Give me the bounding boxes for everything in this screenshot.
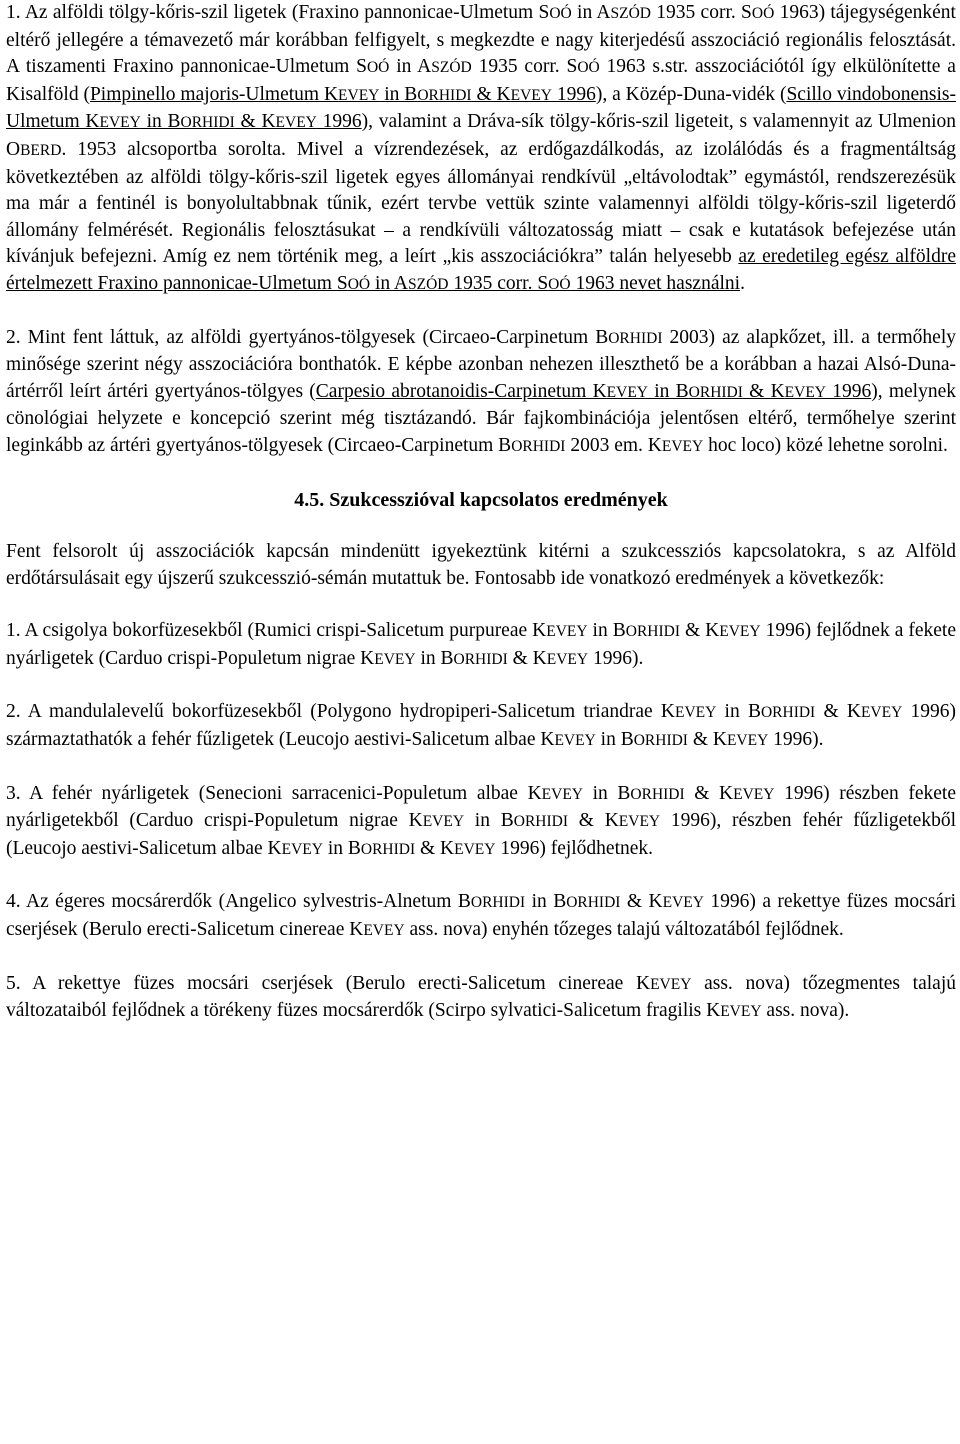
text-run: EVEY (784, 383, 826, 401)
text-run: & K (471, 83, 511, 105)
list-item-3 (6, 781, 956, 864)
text-run: ORHIDI (417, 86, 472, 104)
text-run: ass. nova) enyhén tőzeges talajú változatából fejlődnek. (404, 919, 844, 941)
text-run: EVEY (726, 732, 769, 750)
paragraph-2 (6, 325, 956, 461)
paragraph-1 (6, 0, 956, 299)
text-run: in B (525, 891, 567, 913)
text-run: 2003 em. K (565, 434, 662, 456)
intro-paragraph: Fent felsorolt új asszociációk kapcsán mindenütt igyekeztünk kitérni a szukcessziós kapcsolatokra, s az Alföld erdőtársulásait egy újszerű szukcesszió-sémán mutattuk be. Fontosabb ide vonatkozó eredmények a következők: (6, 541, 956, 589)
text-run: EVEY (363, 922, 405, 940)
text-run: in A (370, 272, 409, 294)
text-run: ass. nova). (761, 1000, 850, 1022)
text-run: ORHIDI (625, 623, 680, 641)
text-run: ORHIDI (630, 785, 685, 803)
text-run: EVEY (510, 86, 552, 104)
text-run: OÓ (751, 5, 775, 22)
text-run: OÓ (366, 59, 390, 77)
text-run: 1. Az alföldi tölgy-kőris-szil ligetek (Fraxino pannonicae-Ulmetum S (6, 2, 550, 23)
text-run: ORHIDI (688, 383, 743, 401)
text-run: ORHIDI (180, 114, 235, 132)
section-heading: 4.5. Szukcesszióval kapcsolatos eredmények (294, 488, 668, 511)
text-run: & K (680, 620, 720, 642)
text-run: EVEY (860, 704, 903, 722)
text-run: EVEY (338, 86, 380, 104)
list-item-4 (6, 889, 956, 944)
text-run: ORHIDI (760, 704, 816, 722)
text-run: 1935 corr. S (448, 272, 549, 294)
text-run: EVEY (281, 840, 323, 858)
text-run: in B (140, 111, 181, 133)
text-run: 1996), részben fehér fűzligetekből (Leucojo aestivi-Salicetum albae K (6, 810, 957, 859)
text-run: 2. A mandulalevelű bokorfüzesekből (Polygono hydropiperi-Salicetum triandrae K (6, 701, 675, 723)
text-run: BERD (20, 141, 62, 159)
text-run: EVEY (546, 623, 588, 641)
text-run: in A (389, 56, 432, 78)
text-run: EVEY (650, 975, 692, 993)
text-run: ORHIDI (633, 732, 688, 750)
text-run: 1963 s.str. asszociációtól így elkülönítette a Kisalföld ( (6, 56, 956, 105)
text-run: 1963 nevet használni (570, 272, 741, 294)
text-run: 1996) fejlődnek a fekete nyárligetek (Carduo crispi-Populetum nigrae K (6, 620, 956, 669)
text-run: in B (583, 782, 631, 804)
text-run: SZÓD (408, 275, 449, 293)
text-run: Pimpinello majoris-Ulmetum K (89, 83, 339, 105)
text-run: . (740, 272, 745, 294)
text-run: EVEY (554, 732, 596, 750)
text-run: 1. A csigolya bokorfüzesekből (Rumici crispi-Salicetum purpureae K (6, 620, 547, 642)
text-run: EVEY (661, 437, 704, 455)
text-run: OÓ (549, 5, 572, 22)
text-run: in B (595, 729, 634, 751)
text-run: EVEY (606, 383, 648, 401)
text-run: EVEY (541, 785, 583, 803)
text-run: & K (684, 782, 734, 804)
text-run: & K (815, 701, 861, 723)
text-run: & K (234, 111, 276, 133)
text-run: 2003) az alapkőzet, ill. a termőhely minősége szerint négy asszociációra bonthatók. E képbe azonban nehezen illeszthető be a korábban a hazai Alsó-Duna-ártérről leírt ártéri gyertyános-tölgyes ( (6, 326, 956, 402)
text-run: ORHIDI (453, 650, 508, 668)
text-run: in A (571, 2, 611, 23)
text-run: 1996) fejlődhetnek. (495, 837, 654, 859)
text-run: OÓ (577, 59, 600, 77)
text-run: az eredetileg egész alföldre értelmezett Fraxino pannonicae-Ulmetum S (6, 246, 956, 294)
text-run: 1996) részben fekete nyárligetekből (Carduo crispi-Populetum nigrae K (6, 782, 956, 832)
text-run: EVEY (546, 650, 589, 668)
text-run: SZÓD (431, 59, 472, 77)
text-run: 1996). (768, 729, 824, 751)
text-run: 3. A fehér nyárligetek (Senecioni sarracenici-Populetum albae K (6, 782, 542, 804)
text-run: & K (507, 647, 547, 669)
text-run: OÓ (548, 275, 571, 293)
text-run: 1963) tájegységenként eltérő jellegére a témavezető már korábban felfigyelt, s megkezdte e nagy kiterjedésű asszociáció regionális felosztását. A tiszamenti Fraxino pannonicae-Ulmetum S (6, 2, 956, 78)
text-run: 1935 corr. S (471, 56, 578, 78)
text-run: in B (716, 701, 761, 723)
text-run: EVEY (719, 623, 761, 641)
text-run: . 1953 alcsoportba sorolta. Mivel a vízrendezések, az erdőgazdálkodás, az izolálódás és a fragmentáltság következtében az alföldi tölgy-kőris-szil ligetek egyes állományai rendkívül „eltávolodtak” egymástól, rendszerezésük ma már a fentinél is bonyolultabbnak tűnik, ezért tervbe vettük szinte valamennyi alföldi tölgy-kőris-szil ligeterdő állomány felmérését. Regionális felosztásukat – a rendkívüli változatosság miatt – csak e kutatások befejezése után kívánjuk befejezni. Amíg ez nem történik meg, a leírt „kis asszociációkra” talán helyesebb (6, 138, 956, 268)
text-run: ORHIDI (470, 894, 526, 912)
text-run: EVEY (675, 704, 717, 722)
text-run: in B (587, 620, 626, 642)
text-run: hoc loco) közé lehetne sorolni. (703, 434, 948, 456)
text-run: 1996 (551, 83, 596, 105)
text-run: EVEY (422, 813, 465, 831)
text-run: EVEY (733, 785, 775, 803)
text-run: 1996) a rekettye füzes mocsári cserjések (Berulo erecti-Salicetum cinereae K (6, 891, 956, 941)
text-run: EVEY (618, 813, 661, 831)
text-run: ), valamint a Dráva-sík tölgy-kőris-szil ligeteit, s valamennyit az Ulmenion O (6, 111, 957, 160)
text-run: 1996 (825, 380, 872, 402)
text-run: & K (742, 380, 785, 402)
text-run: ), a Közép-Duna-vidék ( (595, 83, 787, 105)
text-run: in B (322, 837, 361, 859)
text-run: 2. Mint fent láttuk, az alföldi gyertyános-tölgyesek (Circaeo-Carpinetum B (6, 326, 609, 348)
text-run: EVEY (454, 840, 496, 858)
text-run: in B (415, 647, 454, 669)
text-run: ORHIDI (513, 813, 568, 831)
list-item-5 (6, 971, 956, 1026)
text-run: EVEY (720, 1003, 762, 1021)
text-run: EVEY (662, 894, 704, 912)
text-run: ), melynek cönológiai helyzete e koncepció szerint még tisztázandó. Bár fajkombinációja jelentősen eltérő, termőhelye szerint leginkább az ártéri gyertyános-tölgyesek (Circaeo-Carpinetum B (6, 380, 956, 456)
text-run: EVEY (99, 114, 141, 132)
list-item-1 (6, 618, 956, 673)
text-run: OÓ (347, 275, 371, 293)
text-run: ORHIDI (566, 894, 621, 912)
text-run: in B (647, 380, 689, 402)
text-run: & K (415, 837, 455, 859)
text-run: & K (687, 729, 727, 751)
text-run: 1996) származtathatók a fehér fűzligetek (Leucojo aestivi-Salicetum albae K (6, 701, 956, 751)
text-run: SZÓD (610, 5, 651, 22)
text-run: in B (464, 810, 514, 832)
text-run: ORHIDI (360, 840, 416, 858)
text-run: 1996 (316, 111, 362, 133)
text-run: EVEY (275, 114, 317, 132)
text-run: & K (568, 810, 619, 832)
text-run: in B (379, 83, 418, 105)
text-run: ass. nova) tőzegmentes talajú változataiból fejlődnek a törékeny füzes mocsárerdők (Scirpo sylvatici-Salicetum fragilis K (6, 972, 956, 1022)
text-run: & K (620, 891, 663, 913)
text-run: ORHIDI (511, 437, 566, 455)
list-item-2 (6, 699, 956, 754)
text-run: ORHIDI (608, 329, 663, 347)
text-run: EVEY (374, 650, 416, 668)
text-run: Scillo vindobonensis-Ulmetum K (6, 83, 956, 133)
text-run: 1996). (588, 647, 644, 669)
text-run: 5. A rekettye füzes mocsári cserjések (Berulo erecti-Salicetum cinereae K (6, 972, 651, 994)
text-run: 1935 corr. S (650, 2, 752, 23)
text-run: Carpesio abrotanoidis-Carpinetum K (315, 380, 607, 402)
text-run: 4. Az égeres mocsárerdők (Angelico sylvestris-Alnetum B (6, 891, 471, 913)
